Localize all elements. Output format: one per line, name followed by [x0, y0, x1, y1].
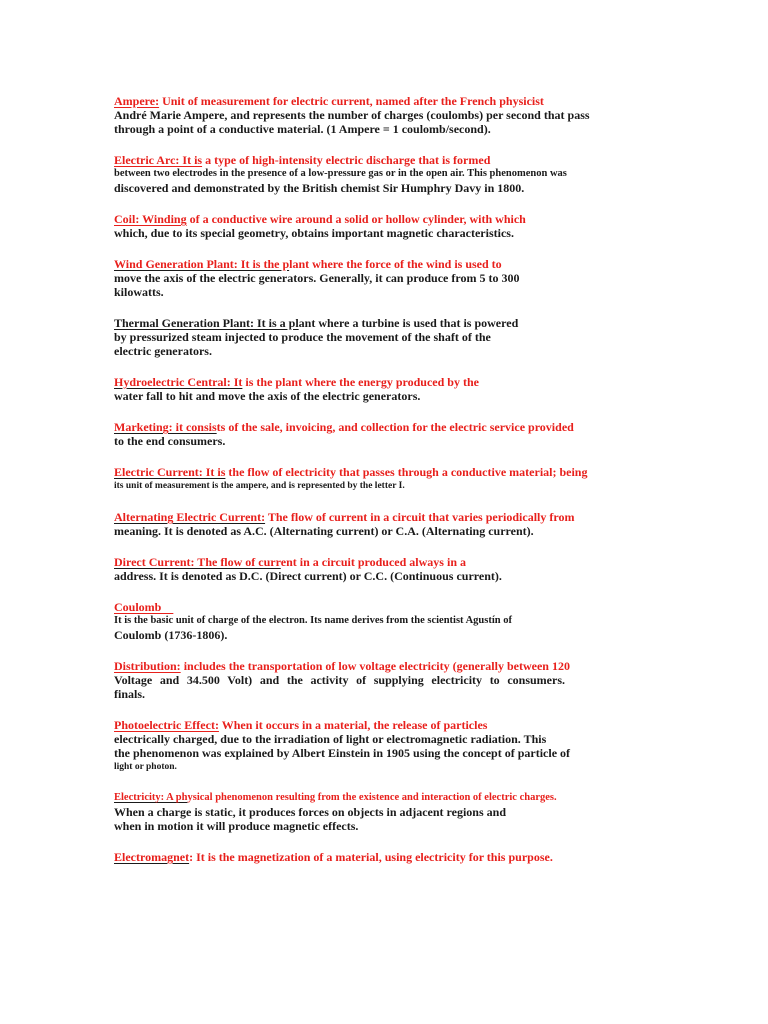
- entry-body-line: by pressurized steam injected to produce the movement of the shaft of the: [114, 330, 491, 344]
- entry-body-line: the phenomenon was explained by Albert Einstein in 1905 using the concept of particle of: [114, 746, 571, 760]
- entry-heading: [114, 212, 634, 226]
- entry-body-line: to the end consumers.: [114, 434, 226, 448]
- entry-term: Electricity: A ph: [114, 792, 188, 803]
- entry-direct-current: [114, 555, 634, 583]
- entry-heading: [114, 555, 634, 569]
- entry-term: Ampere:: [114, 94, 160, 108]
- entry-body-line: electric generators.: [114, 344, 212, 358]
- entry-heading: [114, 94, 634, 108]
- entry-term: Coulomb: [114, 600, 174, 614]
- entry-distribution: [114, 659, 634, 701]
- entry-term: Alternating Electric Current:: [114, 510, 266, 524]
- glossary-page: [114, 94, 634, 864]
- entry-photoelectric-effect: [114, 718, 634, 774]
- entry-heading-rest: ant where a turbine is used that is powered: [298, 316, 519, 330]
- entry-body-line: move the axis of the electric generators. Generally, it can produce from 5 to 300: [114, 271, 520, 285]
- entry-body-line: When a charge is static, it produces forces on objects in adjacent regions and: [114, 805, 506, 819]
- entry-heading-rest: When it occurs in a material, the release of particles: [218, 718, 488, 732]
- entry-body-line: meaning. It is denoted as A.C. (Alternating current) or C.A. (Alternating current).: [114, 524, 534, 538]
- entry-body-line: light or photon.: [114, 762, 177, 772]
- entry-heading: [114, 791, 634, 805]
- entry-heading-rest: includes the transportation of low voltage electricity (generally between 120: [180, 659, 570, 673]
- entry-thermal-generation-plant: [114, 316, 634, 358]
- entry-heading-rest: The flow of current in a circuit that varies periodically from: [265, 510, 575, 524]
- entry-heading: [114, 257, 634, 271]
- entry-body-line: It is the basic unit of charge of the electron. Its name derives from the scientist Agustín of: [114, 615, 512, 626]
- entry-heading: [114, 153, 634, 167]
- entry-heading-rest: is the plant where the energy produced by the: [242, 375, 479, 389]
- entry-heading-rest: of a conductive wire around a solid or hollow cylinder, with which: [186, 212, 526, 226]
- entry-coulomb: [114, 600, 634, 642]
- entry-body-line: kilowatts.: [114, 285, 164, 299]
- entry-term: Coil: Winding: [114, 212, 187, 226]
- entry-heading: [114, 850, 634, 864]
- entry-body-line: finals.: [114, 687, 146, 701]
- entry-body-line: which, due to its special geometry, obtains important magnetic characteristics.: [114, 226, 514, 240]
- entry-body-line: electrically charged, due to the irradiation of light or electromagnetic radiation. This: [114, 732, 547, 746]
- entry-term: Distribution:: [114, 659, 181, 673]
- entry-heading: [114, 600, 634, 614]
- entry-heading-rest: ts of the sale, invoicing, and collection for the electric service provided: [216, 420, 574, 434]
- entry-term: Direct Current: The flow of curr: [114, 555, 281, 569]
- entry-body-line: when in motion it will produce magnetic effects.: [114, 819, 359, 833]
- entry-electricity: [114, 791, 634, 833]
- entry-term: Electric Arc: It is: [114, 153, 203, 167]
- entry-body-line: Coulomb (1736-1806).: [114, 628, 228, 642]
- entry-body-line: address. It is denoted as D.C. (Direct current) or C.C. (Continuous current).: [114, 569, 502, 583]
- entry-body-line: André Marie Ampere, and represents the number of charges (coulombs) per second that pass: [114, 108, 590, 122]
- entry-heading-rest: Unit of measurement for electric current, named after the French physicist: [159, 94, 544, 108]
- entry-term: Thermal Generation Plant: It is a pl: [114, 316, 299, 330]
- entry-body-line: discovered and demonstrated by the British chemist Sir Humphry Davy in 1800.: [114, 181, 525, 195]
- entry-term: Electric Current: It is: [114, 465, 226, 479]
- entry-heading: [114, 420, 634, 434]
- entry-electric-current: [114, 465, 634, 493]
- entry-heading: [114, 375, 634, 389]
- entry-heading-rest: ent in a circuit produced always in a: [280, 555, 466, 569]
- entry-heading-rest: ysical phenomenon resulting from the existence and interaction of electric charges.: [187, 792, 557, 803]
- entry-heading-rest: a type of high-intensity electric discharge that is formed: [202, 153, 491, 167]
- entry-electromagnet: [114, 850, 634, 864]
- entry-body-line: Voltage and 34.500 Volt) and the activity of supplying electricity to consumers.: [114, 673, 565, 687]
- entry-term: Marketing: it consis: [114, 420, 217, 434]
- entry-heading-rest: lant where the force of the wind is used to: [289, 257, 502, 271]
- entry-heading: [114, 718, 634, 732]
- entry-heading: [114, 510, 634, 524]
- entry-body-line: through a point of a conductive material. (1 Ampere = 1 coulomb/second).: [114, 122, 491, 136]
- entry-term: Wind Generation Plant: It is the p: [114, 257, 290, 271]
- entry-electric-arc: [114, 153, 634, 195]
- entry-heading: [114, 659, 634, 673]
- entry-heading: [114, 316, 634, 330]
- entry-heading-rest: the flow of electricity that passes through a conductive material; being: [225, 465, 588, 479]
- entry-heading: [114, 465, 634, 479]
- entry-hydroelectric-central: [114, 375, 634, 403]
- entry-ampere: [114, 94, 634, 136]
- entry-body-line: between two electrodes in the presence of a low-pressure gas or in the open air. This phenomenon was: [114, 168, 567, 179]
- entry-coil: [114, 212, 634, 240]
- entry-term: Electromagnet: [114, 850, 190, 864]
- entry-heading-rest: : It is the magnetization of a material, using electricity for this purpose.: [189, 850, 553, 864]
- entry-term: Hydroelectric Central: It: [114, 375, 243, 389]
- entry-alternating-electric-current: [114, 510, 634, 538]
- entry-body-line: water fall to hit and move the axis of the electric generators.: [114, 389, 421, 403]
- entry-marketing: [114, 420, 634, 448]
- entry-term: Photoelectric Effect:: [114, 718, 219, 732]
- entry-body-line: its unit of measurement is the ampere, and is represented by the letter I.: [114, 481, 405, 491]
- entry-wind-generation-plant: [114, 257, 634, 299]
